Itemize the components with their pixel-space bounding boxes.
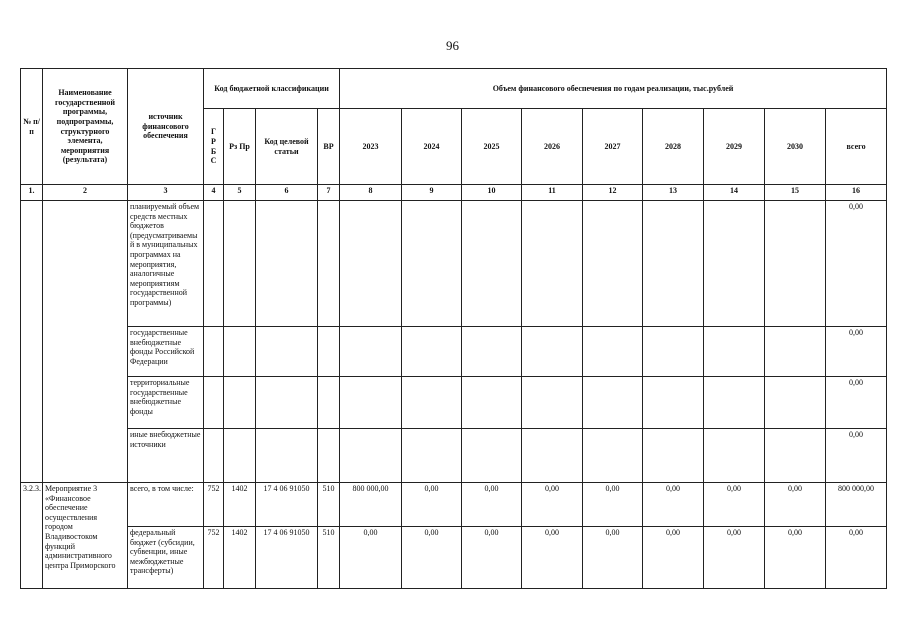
table-row	[21, 327, 887, 377]
cell-source: планируемый объем средств местных бюджетов (предусматриваемы й в муниципальных программах на мероприятия, аналогичные мероприятиям государственной программы)	[128, 201, 204, 327]
header-grbs: Г Р Б С	[204, 109, 224, 185]
cell-value: 0,00	[583, 483, 643, 527]
col-number: 3	[128, 185, 204, 201]
col-number: 15	[765, 185, 826, 201]
cell-grbs: 752	[204, 483, 224, 527]
cell-value: 0,00	[583, 527, 643, 589]
table-row	[21, 377, 887, 429]
cell-source: государственные внебюджетные фонды Российской Федерации	[128, 327, 204, 377]
header-volume: Объем финансового обеспечения по годам реализации, тыс.рублей	[340, 69, 887, 109]
table-row	[21, 201, 887, 327]
cell-rzpr: 1402	[224, 483, 256, 527]
table-row	[21, 429, 887, 483]
cell-total: 0,00	[826, 377, 887, 429]
cell-kcs: 17 4 06 91050	[256, 527, 318, 589]
cell-total: 0,00	[826, 527, 887, 589]
cell-value: 0,00	[462, 483, 522, 527]
cell-source: территориальные государственные внебюджетные фонды	[128, 377, 204, 429]
col-number: 5	[224, 185, 256, 201]
cell-total: 800 000,00	[826, 483, 887, 527]
col-number: 6	[256, 185, 318, 201]
cell-value: 0,00	[704, 527, 765, 589]
header-year: 2030	[765, 109, 826, 185]
col-number: 8	[340, 185, 402, 201]
header-year: 2023	[340, 109, 402, 185]
column-numbers-row	[21, 185, 887, 201]
cell-value: 0,00	[643, 483, 704, 527]
cell-name	[43, 201, 128, 483]
cell-value: 0,00	[704, 483, 765, 527]
header-year: 2028	[643, 109, 704, 185]
header-budget-code: Код бюджетной классификации	[204, 69, 340, 109]
cell-value: 0,00	[765, 483, 826, 527]
header-total: всего	[826, 109, 887, 185]
financing-table	[20, 68, 887, 589]
col-number: 13	[643, 185, 704, 201]
cell-grbs: 752	[204, 527, 224, 589]
header-rzpr: Рз Пр	[224, 109, 256, 185]
cell-value: 0,00	[643, 527, 704, 589]
cell-num	[21, 201, 43, 483]
header-vr: ВР	[318, 109, 340, 185]
header-year: 2024	[402, 109, 462, 185]
cell-rzpr: 1402	[224, 527, 256, 589]
header-kcs: Код целевой статьи	[256, 109, 318, 185]
table-row	[21, 527, 887, 589]
cell-vr: 510	[318, 483, 340, 527]
cell-value: 0,00	[765, 527, 826, 589]
header-source: источник финансового обеспечения	[128, 69, 204, 185]
cell-total: 0,00	[826, 327, 887, 377]
col-number: 12	[583, 185, 643, 201]
col-number: 16	[826, 185, 887, 201]
header-num: № п/п	[21, 69, 43, 185]
col-number: 2	[43, 185, 128, 201]
col-number: 14	[704, 185, 765, 201]
cell-kcs: 17 4 06 91050	[256, 483, 318, 527]
col-number: 1.	[21, 185, 43, 201]
col-number: 7	[318, 185, 340, 201]
cell-value: 800 000,00	[340, 483, 402, 527]
table-row	[21, 483, 887, 527]
cell-value: 0,00	[522, 483, 583, 527]
header-year: 2026	[522, 109, 583, 185]
cell-source: всего, в том числе:	[128, 483, 204, 527]
col-number: 10	[462, 185, 522, 201]
page-number: 96	[446, 38, 459, 53]
cell-num: 3.2.3.	[21, 483, 43, 589]
col-number: 11	[522, 185, 583, 201]
header-year: 2029	[704, 109, 765, 185]
col-number: 4	[204, 185, 224, 201]
cell-value: 0,00	[462, 527, 522, 589]
cell-value: 0,00	[340, 527, 402, 589]
cell-value: 0,00	[402, 483, 462, 527]
header-year: 2027	[583, 109, 643, 185]
cell-total: 0,00	[826, 201, 887, 327]
cell-value: 0,00	[402, 527, 462, 589]
cell-value: 0,00	[522, 527, 583, 589]
cell-vr: 510	[318, 527, 340, 589]
cell-source: иные внебюджетные источники	[128, 429, 204, 483]
cell-name: Мероприятие 3 «Финансовое обеспечение осуществления городом Владивостоком функций административного центра Приморского	[43, 483, 128, 589]
cell-total: 0,00	[826, 429, 887, 483]
cell-source: федеральный бюджет (субсидии, субвенции, иные межбюджетные трансферты)	[128, 527, 204, 589]
header-year: 2025	[462, 109, 522, 185]
col-number: 9	[402, 185, 462, 201]
header-name: Наименование государственной программы, подпрограммы, структурного элемента, мероприятия (результата)	[43, 69, 128, 185]
